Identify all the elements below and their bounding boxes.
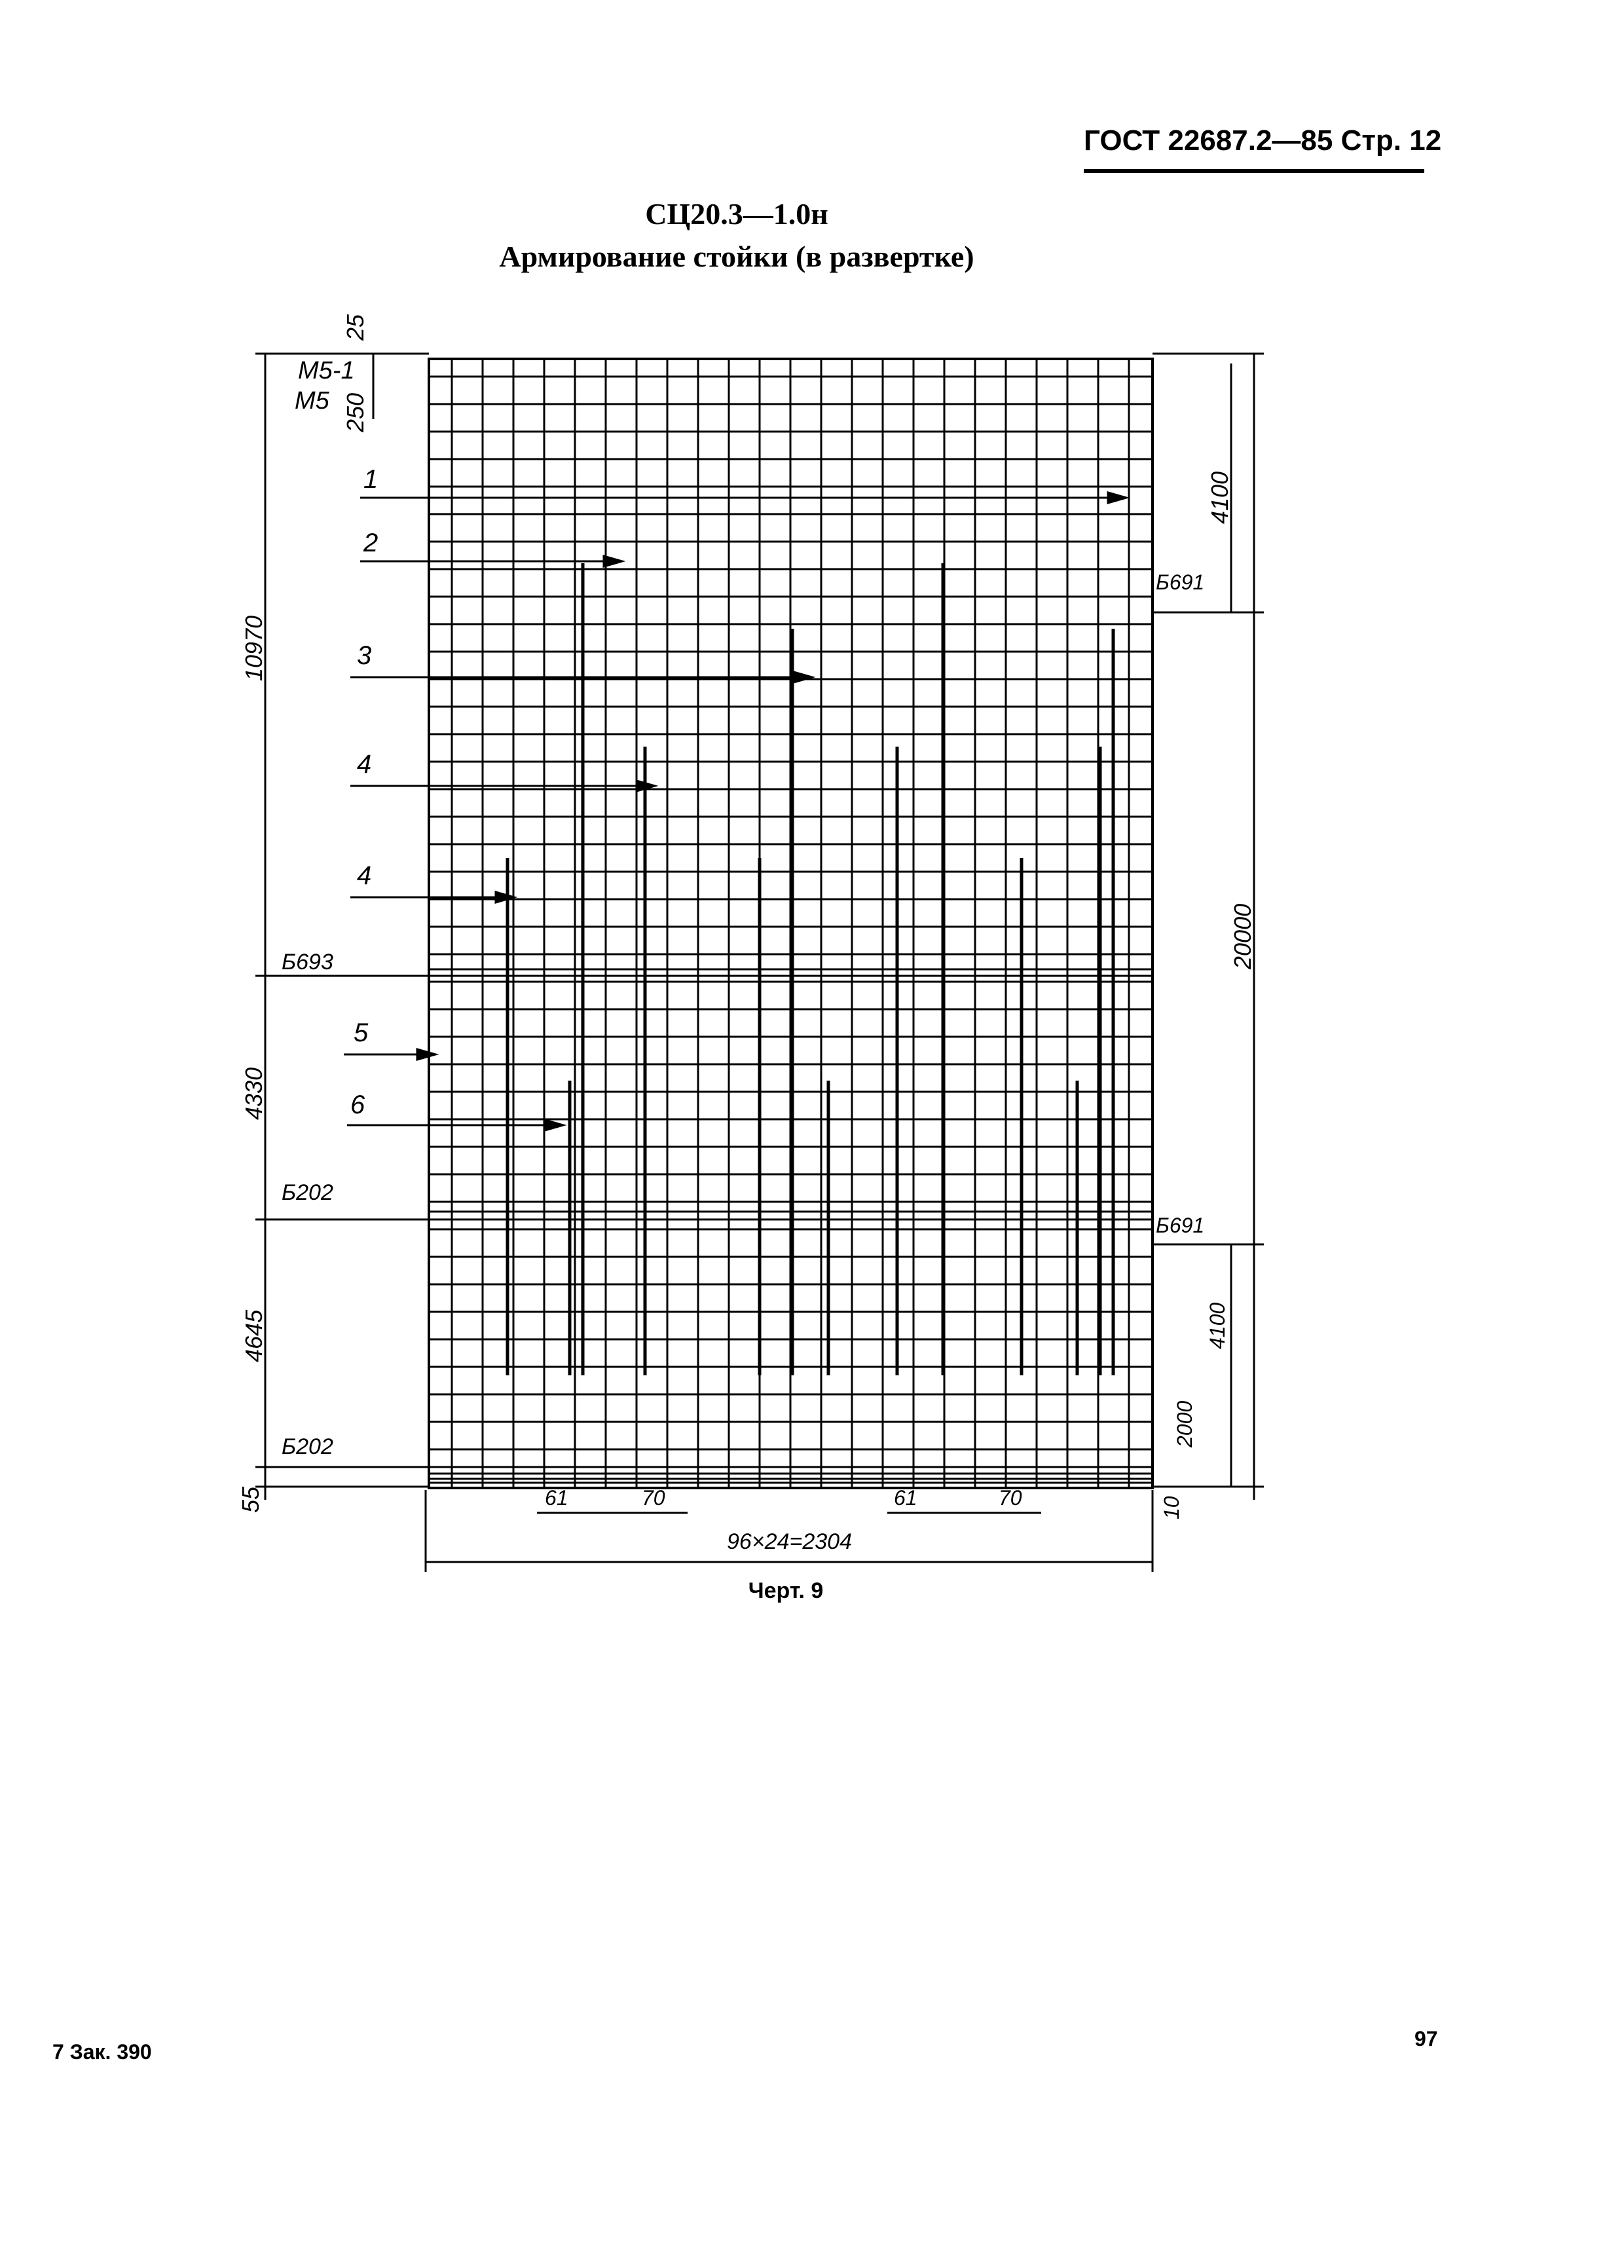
mesh-label-b202-upper: Б202 — [282, 1180, 333, 1205]
dim-left-4330: 4330 — [240, 1067, 267, 1120]
document-header: ГОСТ 22687.2—85 Стр. 12 — [1084, 124, 1442, 157]
dim-bottom-61-left: 61 — [545, 1486, 568, 1510]
dim-bottom-70-right: 70 — [999, 1486, 1022, 1510]
arrowhead — [1108, 493, 1126, 503]
arrowhead — [545, 1120, 563, 1130]
mesh-label-b691-bottom: Б691 — [1156, 1214, 1205, 1237]
mesh-label-b693: Б693 — [282, 950, 333, 975]
pointer-label-1: 1 — [363, 465, 378, 494]
order-number: 7 Зак. 390 — [52, 2040, 152, 2064]
arrowhead — [496, 892, 514, 902]
drawing-subtitle: Армирование стойки (в развертке) — [499, 240, 974, 273]
pointer-label-2: 2 — [363, 529, 378, 557]
arrowhead — [604, 556, 622, 567]
page-number: 97 — [1414, 2027, 1438, 2051]
arrowhead — [417, 1049, 435, 1060]
dim-left-25: 25 — [342, 314, 369, 341]
dim-left-10970: 10970 — [240, 615, 267, 681]
mesh-label-m5-1: М5-1 — [298, 357, 355, 384]
dim-right-4100-top: 4100 — [1206, 471, 1233, 524]
dim-left-250: 250 — [342, 392, 369, 432]
dim-bottom-10: 10 — [1160, 1496, 1183, 1519]
dim-bottom-total: 96×24=2304 — [727, 1529, 852, 1554]
mesh-label-b202-lower: Б202 — [282, 1434, 333, 1459]
dim-bottom-70-left: 70 — [642, 1486, 665, 1510]
pointer-label-3: 3 — [357, 641, 372, 670]
dim-left-55: 55 — [237, 1486, 264, 1513]
pointer-arrows — [344, 493, 1126, 1130]
pointer-label-5: 5 — [354, 1018, 369, 1047]
product-code-title: СЦ20.3—1.0н — [645, 197, 828, 231]
dim-bottom-61-right: 61 — [894, 1486, 917, 1510]
pointer-label-4b: 4 — [357, 861, 372, 890]
pointer-label-6: 6 — [350, 1090, 365, 1119]
mesh-label-b691-top: Б691 — [1156, 570, 1205, 594]
dim-right-2000: 2000 — [1173, 1400, 1196, 1447]
dim-left-4645: 4645 — [240, 1309, 267, 1362]
mesh-label-m5: М5 — [295, 387, 329, 415]
pointer-label-4a: 4 — [357, 750, 372, 779]
dim-right-4100-bottom: 4100 — [1206, 1302, 1229, 1349]
arrowhead — [794, 672, 812, 682]
dim-right-20000: 20000 — [1229, 903, 1256, 969]
figure-caption: Черт. 9 — [748, 1578, 824, 1603]
